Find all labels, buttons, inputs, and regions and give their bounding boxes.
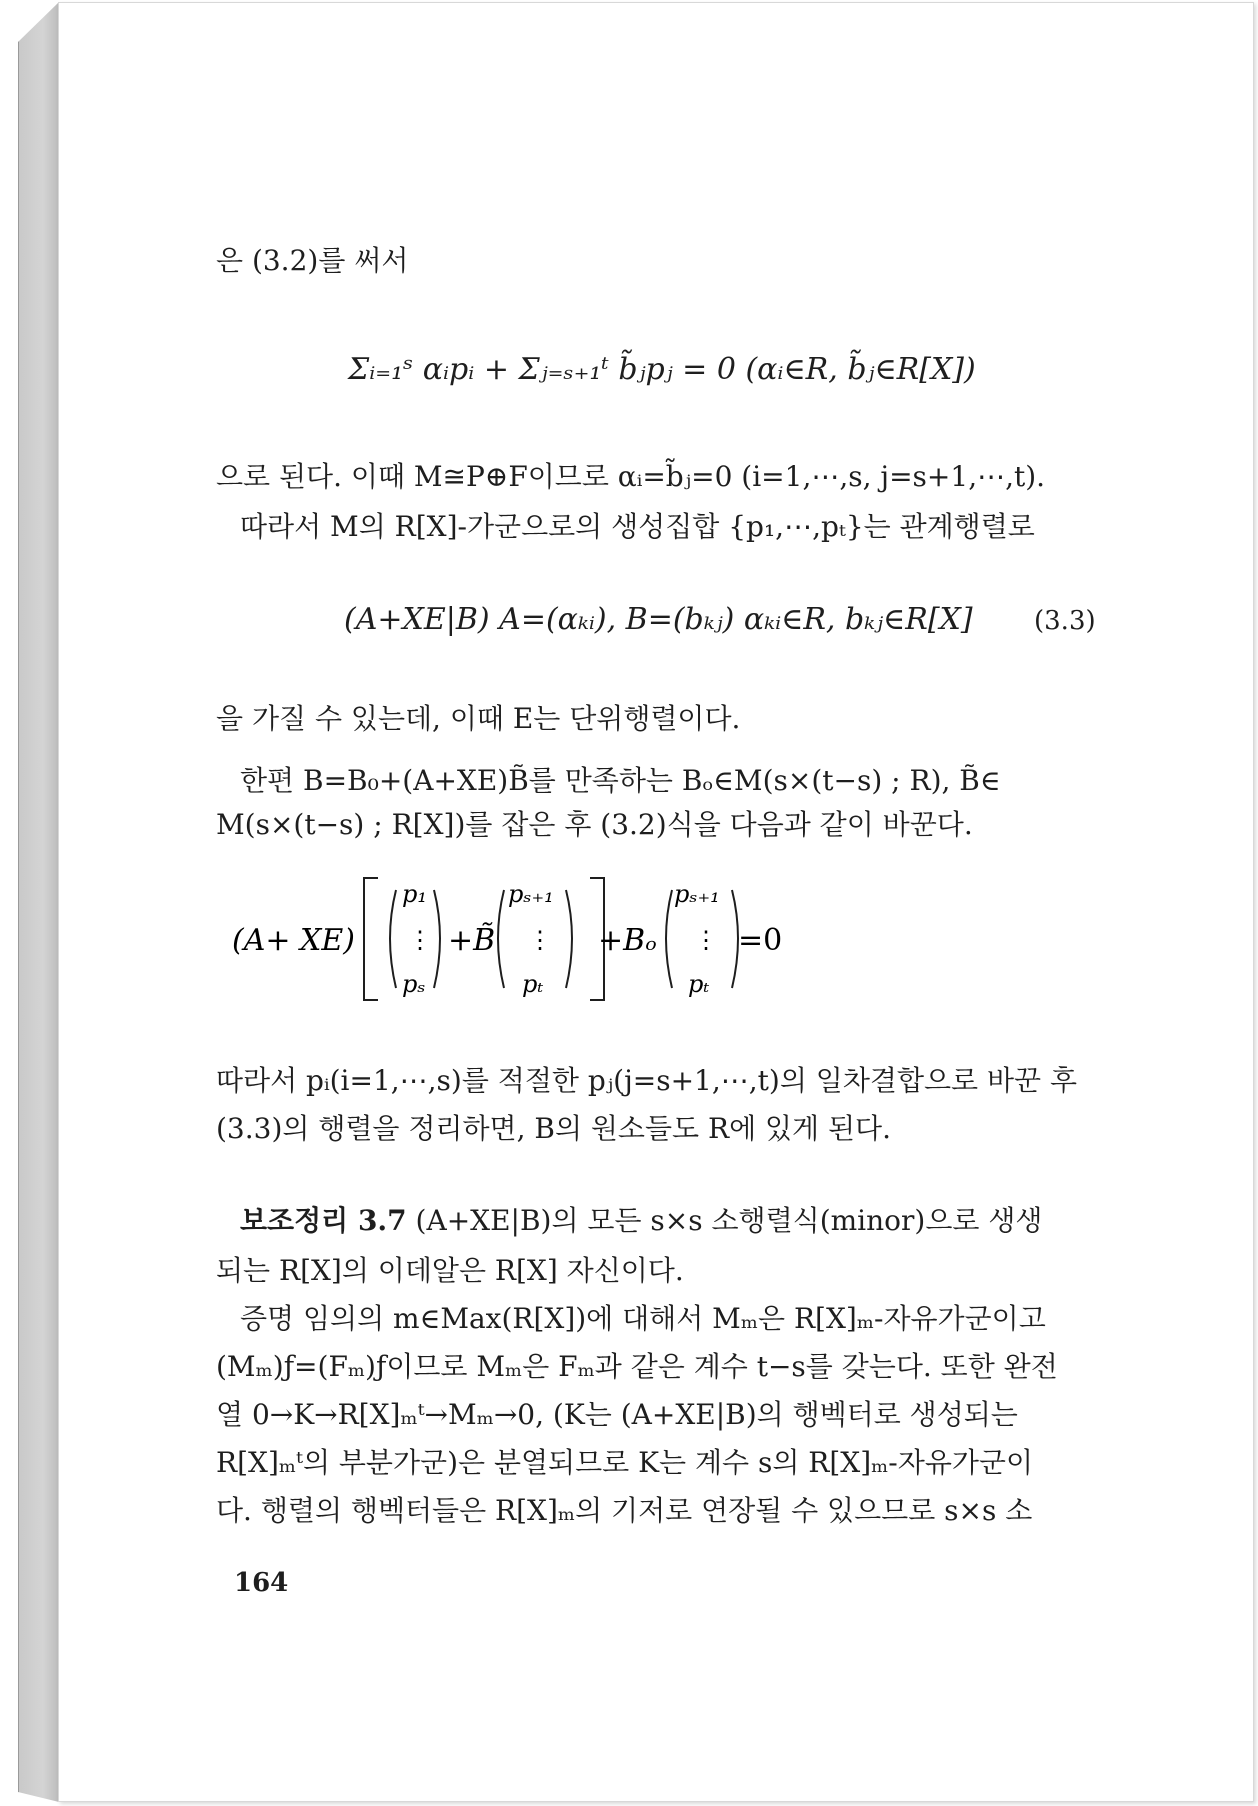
text-line-3: 따라서 M의 R[X]-가군으로의 생성집합 {p₁,⋯,pₜ}는 관계행렬로 (240, 510, 1035, 543)
vector3-left-paren (666, 890, 672, 988)
lemma-text: (A+XE|B)의 모든 s×s 소행렬식(minor)으로 생생 (406, 1204, 1043, 1237)
vector2-mid: ⋮ (528, 926, 552, 954)
text-line-1: 은 (3.2)를 써서 (216, 244, 409, 277)
equation-3-3: (A+XE|B) A=(αₖᵢ), B=(bₖⱼ) αₖᵢ∈R, bₖⱼ∈R[X] (344, 602, 973, 637)
vector3-bottom: pₜ (688, 970, 710, 998)
matrix-equation (228, 872, 788, 1008)
matrix-lhs: (A+ XE) (232, 923, 356, 958)
equation-sum: Σᵢ₌₁ˢ αᵢpᵢ + Σⱼ₌ₛ₊₁ᵗ b̃ⱼpⱼ = 0 (αᵢ∈R, b̃ⱼ∈R[X]) (348, 352, 976, 387)
left-bracket (364, 878, 378, 1000)
equation-number: (3.3) (1034, 606, 1096, 636)
vector3-top: pₛ₊₁ (674, 880, 720, 908)
vector2-top: pₛ₊₁ (508, 880, 554, 908)
text-line-6: M(s×(t−s) ; R[X])를 잡은 후 (3.2)식을 다음과 같이 바꾼다. (216, 808, 973, 841)
vector1-top: p₁ (402, 880, 427, 908)
vector2-bottom: pₜ (522, 970, 544, 998)
vector1-mid: ⋮ (408, 926, 432, 954)
vector3-mid: ⋮ (694, 926, 718, 954)
vector1-right-paren (434, 890, 440, 988)
text-line-7: 따라서 pᵢ(i=1,⋯,s)를 적절한 pⱼ(j=s+1,⋯,t)의 일차결합으로 바꾼 후 (216, 1064, 1078, 1097)
text-line-5: 한편 B=B₀+(A+XE)B̃를 만족하는 Bₒ∈M(s×(t−s) ; R), B̃∈ (240, 764, 1001, 797)
text-line-13: 열 0→K→R[X]ₘᵗ→Mₘ→0, (K는 (A+XE|B)의 행벡터로 생성되는 (216, 1398, 1018, 1431)
lemma-line (240, 1204, 1042, 1238)
page-number: 164 (234, 1568, 289, 1598)
text-line-2: 으로 된다. 이때 M≅P⊕F이므로 αᵢ=b̃ⱼ=0 (i=1,⋯,s, j=s+1,⋯,t). (216, 460, 1046, 493)
text-line-4: 을 가질 수 있는데, 이때 E는 단위행렬이다. (216, 702, 741, 735)
text-line-14: R[X]ₘᵗ의 부분가군)은 분열되므로 K는 계수 s의 R[X]ₘ-자유가군이 (216, 1446, 1034, 1479)
vector2-left-paren (498, 890, 504, 988)
text-line-10: 되는 R[X]의 이데알은 R[X] 자신이다. (216, 1254, 684, 1287)
lemma-label: 보조정리 3.7 (240, 1204, 407, 1237)
plus-bo: +Bₒ (598, 923, 657, 958)
book-spine-edge (18, 2, 59, 1802)
vector1-left-paren (390, 890, 396, 988)
vector2-right-paren (566, 890, 572, 988)
text-line-8: (3.3)의 행렬을 정리하면, B의 원소들도 R에 있게 된다. (216, 1112, 892, 1145)
vector1-bottom: pₛ (402, 970, 426, 998)
text-line-15: 다. 행렬의 행벡터들은 R[X]ₘ의 기저로 연장될 수 있으므로 s×s 소 (216, 1494, 1033, 1527)
text-line-12: (Mₘ)ƒ=(Fₘ)ƒ이므로 Mₘ은 Fₘ과 같은 계수 t−s를 갖는다. 또한 완전 (216, 1350, 1058, 1383)
matrix-rhs: =0 (738, 923, 783, 958)
text-line-11: 증명 임의의 m∈Max(R[X])에 대해서 Mₘ은 R[X]ₘ-자유가군이고 (240, 1302, 1046, 1335)
plus-b-tilde: +B̃ (448, 923, 496, 958)
